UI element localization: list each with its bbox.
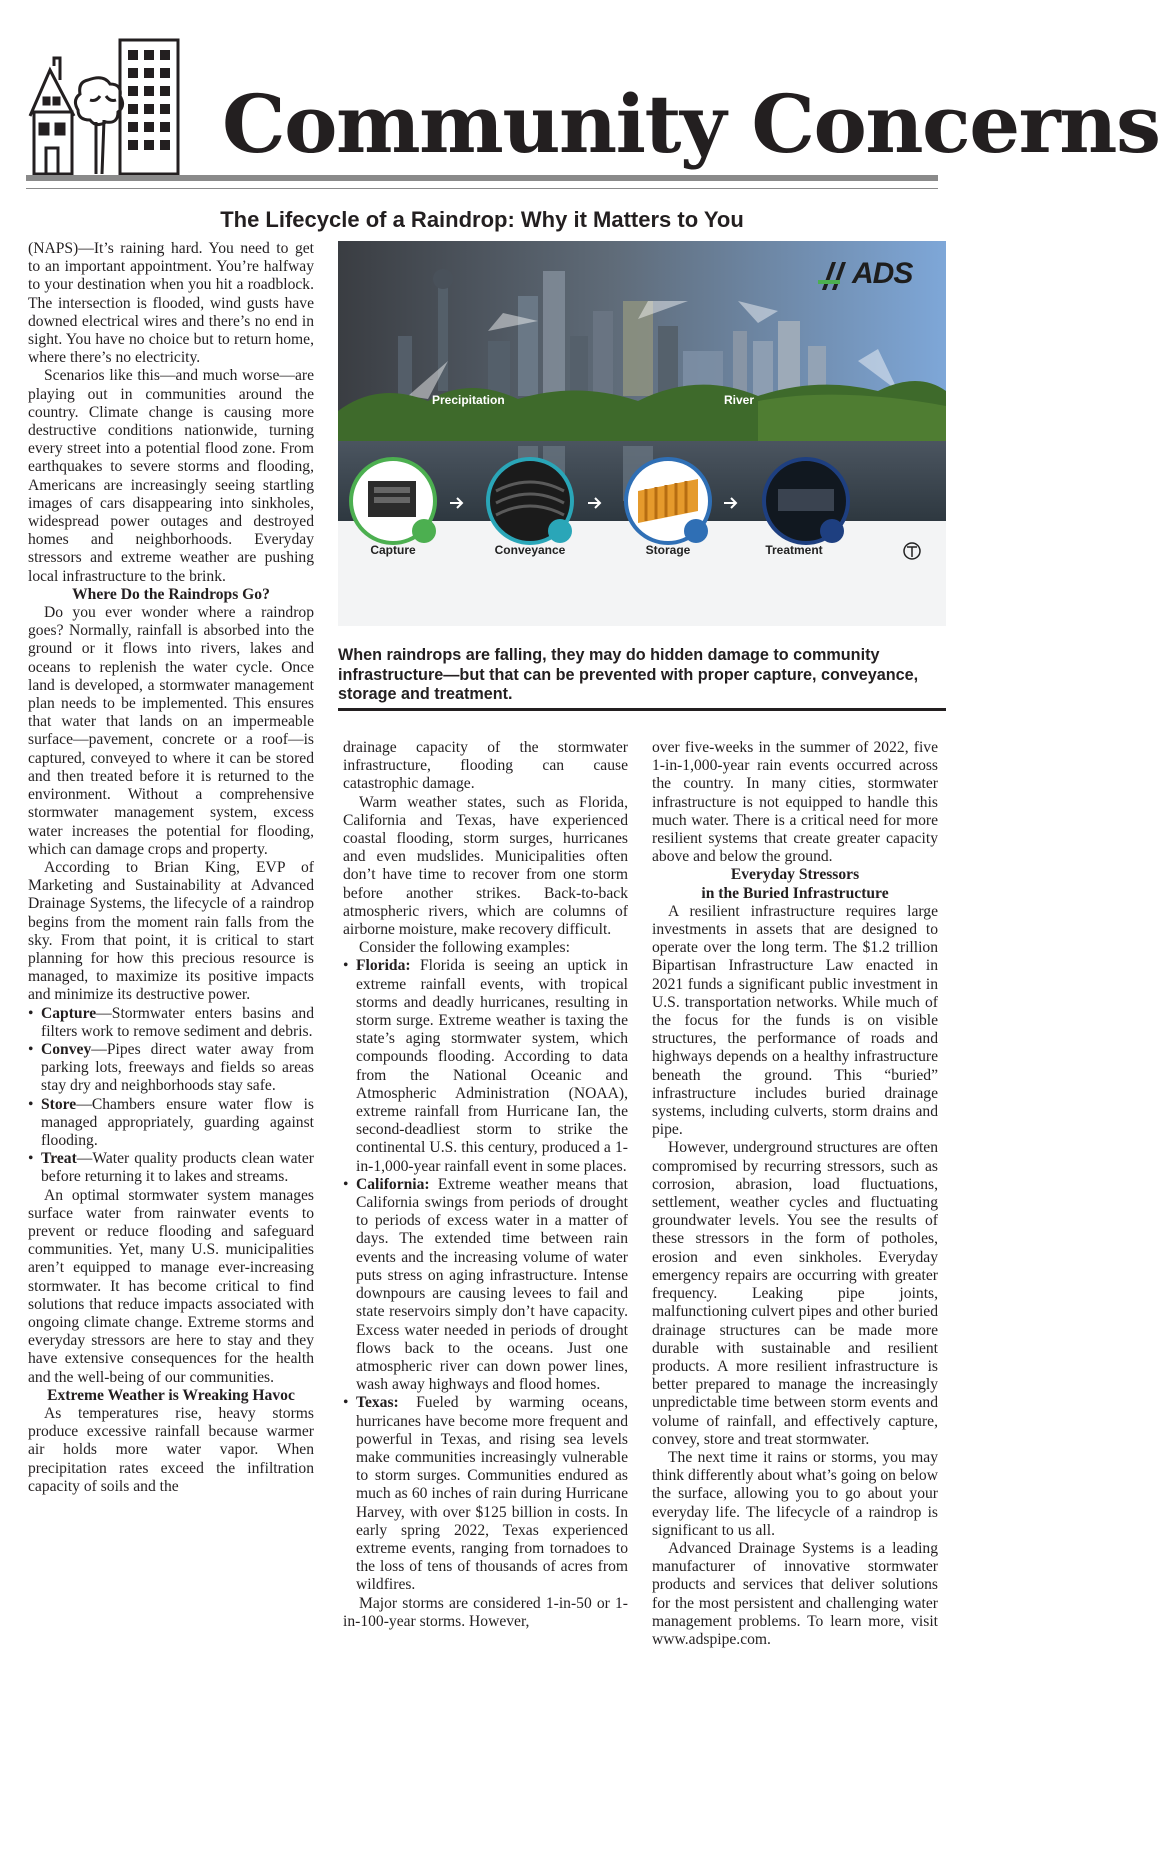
- photo-caption: When raindrops are falling, they may do hidden damage to community infrastructure—but that can be prevented with proper capture, conveyance, storage and treatment.: [338, 646, 919, 703]
- list-item-term: Texas:: [356, 1394, 399, 1412]
- list-item-text: —Chambers ensure water flow is managed appropriately, guarding against flooding.: [41, 1095, 314, 1149]
- paragraph: (NAPS)—It’s raining hard. You need to get to an important appointment. You’re halfway to your destination when you hit a roadblock. The intersection is flooded, wind gusts have downed electrical wires and there’s no end in sight. You have no choice but to return home, where there’s no electricity.: [28, 240, 314, 367]
- paragraph: drainage capacity of the stormwater infrastructure, flooding can cause catastrophic damage.: [343, 739, 628, 793]
- list-item-text: Extreme weather means that California swings from periods of drought to periods of excess water in a matter of days. The extended time between rain events and the increasing volume of water puts stress on aging infrastructure. Intense downpours are causing levees to fail and state reservoirs simply don’t have capacity. Excess water needed in periods of drought flows back to the oceans. Just one atmospheric river can down power lines, wash away highways and flood homes.: [356, 1175, 628, 1394]
- article-column-2: [343, 739, 628, 1631]
- article-column-3: [652, 739, 938, 1649]
- capture-label: Capture: [370, 543, 416, 557]
- list-item: [28, 1150, 314, 1186]
- ads-logo-icon: [818, 260, 852, 292]
- treatment-label: Treatment: [765, 543, 823, 557]
- paragraph: Major storms are considered 1-in-50 or 1-in-100-year storms. However,: [343, 1594, 628, 1630]
- list-item: [28, 1041, 314, 1096]
- river-label: River: [724, 393, 755, 407]
- bullet-list: [343, 957, 628, 1594]
- list-item-text: Fueled by warming oceans, hurricanes have become more frequent and powerful in Texas, and rising sea levels make communities increasingly vulnerable to storm surges. Communities endured as much as 60 inches of rain during Hurricane Harvey, with over $125 billion in costs. In early spring 2022, Texas experienced extreme events, ranging from tornadoes to the loss of tens of thousands of acres from wildfires.: [356, 1394, 628, 1594]
- paragraph: Warm weather states, such as Florida, California and Texas, have experienced coastal flooding, storm surges, hurricanes and even mudslides. Municipalities often don’t have time to recover from one storm before another strikes. Back-to-back atmospheric rivers, which are columns of airborne moisture, make recovery difficult.: [343, 793, 628, 939]
- list-item-term: Florida:: [356, 957, 411, 975]
- paragraph: According to Brian King, EVP of Marketing and Sustainability at Advanced Drainage Systems, the lifecycle of a raindrop begins from the moment rain falls from the sky. From that point, it is critical to start planning for how this precious resource is managed, to maximize its positive impacts and minimize its destructive power.: [28, 858, 314, 1004]
- list-item: [343, 957, 628, 1175]
- subheading: in the Buried Infrastructure: [701, 884, 889, 902]
- list-item-text: Florida is seeing an uptick in extreme rainfall events, with tropical storms and deadly hurricanes, resulting in storm surge. Extreme weather is taxing the state’s aging stormwater system, which compounds flooding. According to data from the National Oceanic and Atmospheric Administration (NOAA), extreme rainfall from Hurricane Ian, the second-deadliest storm to strike the continental U.S. this century, produced a 1-in-1,000-year rainfall event in some places.: [356, 957, 628, 1175]
- storage-stage-icon: [626, 459, 710, 543]
- list-item: [28, 1005, 314, 1041]
- list-item-term: Convey: [41, 1040, 92, 1058]
- masthead-title: Community Concerns: [222, 77, 1160, 171]
- subheading: Everyday Stressors: [730, 866, 860, 884]
- treatment-stage-icon: [764, 459, 848, 543]
- paragraph: As temperatures rise, heavy storms produce excessive rainfall because warmer air holds more water vapor. When precipitation rates exceed the infiltration capacity of soils and the: [28, 1405, 314, 1495]
- precipitation-label: Precipitation: [432, 393, 505, 407]
- city-river-illustration: [338, 241, 946, 626]
- ads-logo: ADS: [852, 257, 913, 290]
- paragraph: An optimal stormwater system manages surface water from rainwater events to prevent or reduce flooding and safeguard communities. Yet, many U.S. municipalities aren’t equipped to manage ever-increasing stormwater. It has become critical to find solutions that reduce impacts associated with ongoing climate change. Extreme storms and everyday stressors are here to stay and they have extensive consequences for the health and the well-being of our communities.: [28, 1186, 314, 1386]
- paragraph: A resilient infrastructure requires large investments in assets that are designed to operate over the long term. The $1.2 trillion Bipartisan Infrastructure Law enacted in 2021 funds a significant public investment in U.S. transportation networks. While much of the focus for the funds is on visible structures, the performance of roads and highways depends on a healthy infrastructure beneath the ground. This “buried” infrastructure includes buried drainage systems, including culverts, storm drains and pipe.: [652, 902, 938, 1139]
- list-item-term: California:: [356, 1175, 430, 1193]
- bullet-list: [28, 1005, 314, 1187]
- subheading: Extreme Weather is Wreaking Havoc: [47, 1386, 295, 1404]
- masthead-rule-thin: [26, 188, 938, 189]
- list-item-term: Store: [41, 1095, 77, 1113]
- masthead-rule: [26, 175, 938, 181]
- list-item-text: —Pipes direct water away from parking lots, freeways and fields so areas stay dry and neighborhoods stay safe.: [41, 1040, 314, 1095]
- paragraph: Advanced Drainage Systems is a leading manufacturer of innovative stormwater products and services that deliver solutions for the most persistent and challenging water management problems. To learn more, visit www.adspipe.com.: [652, 1539, 938, 1648]
- tree-icon: [75, 78, 122, 174]
- list-item: [343, 1394, 628, 1594]
- paragraph: Consider the following examples:: [359, 939, 570, 957]
- conveyance-stage-icon: [488, 459, 572, 543]
- caption-rule: [338, 708, 946, 711]
- building-icon: [120, 40, 178, 174]
- conveyance-label: Conveyance: [494, 543, 566, 557]
- house-icon: [30, 58, 74, 174]
- paragraph: Scenarios like this—and much worse—are playing out in communities around the country. Climate change is causing more destructive conditions nationwide, turning every street into a potential flood zone. From earthquakes to severe storms and flooding, Americans are increasingly seeing startling images of cars disappearing into sinkholes, widespread power outages and destroyed homes and neighborhoods. Everyday stressors and extreme weather are pushing local infrastructure to the brink.: [28, 367, 314, 585]
- capture-stage-icon: [351, 459, 436, 543]
- paragraph: over five-weeks in the summer of 2022, five 1-in-1,000-year rain events occurred across the country. In many cities, stormwater infrastructure is not equipped to handle this much water. There is a critical need for more resilient systems that create greater capacity above and below the ground.: [652, 739, 938, 866]
- list-item-text: —Water quality products clean water before returning it to lakes and streams.: [41, 1150, 314, 1186]
- paragraph: The next time it rains or storms, you may think differently about what’s going on below the surface, allowing you to go about your everyday life. The lifecycle of a raindrop is significant to us all.: [652, 1448, 938, 1539]
- list-item-text: —Stormwater enters basins and filters work to remove sediment and debris.: [41, 1004, 314, 1040]
- article-column-1: [28, 240, 314, 1496]
- article-headline: The Lifecycle of a Raindrop: Why it Matters to You: [220, 207, 744, 232]
- subheading: Where Do the Raindrops Go?: [72, 585, 270, 603]
- masthead-illustration: [26, 36, 226, 186]
- list-item: [28, 1096, 314, 1151]
- paragraph: Do you ever wonder where a raindrop goes? Normally, rainfall is absorbed into the ground or it flows into rivers, lakes and oceans to replenish the water cycle. Once land is developed, a stormwater management plan needs to be implemented. This ensures that water that lands on an impermeable surface—pavement, concrete or a roof—is captured, conveyed to where it can be stored and then treated before it is returned to the environment. Without a comprehensive stormwater management system, excess water increases the potential for flooding, which can damage crops and property.: [28, 604, 314, 858]
- storage-label: Storage: [645, 543, 691, 557]
- paragraph: However, underground structures are often compromised by recurring stressors, such as corrosion, abrasion, load fluctuations, settlement, weather cycles and fluctuating groundwater levels. You see the results of these stressors in the form of potholes, erosion and even sinkholes. Everyday emergency repairs are occurring with greater frequency. Leaking pipe joints, malfunctioning culvert pipes and other buried drainage structures can be made more durable with sustainable and resilient products. A more resilient infrastructure is better prepared to manage the increasingly unpredictable time between storm events and volume of rainfall, and effectively capture, convey, store and treat stormwater.: [652, 1139, 938, 1448]
- list-item-term: Capture: [41, 1004, 97, 1022]
- list-item-term: Treat: [41, 1150, 77, 1168]
- list-item: [343, 1176, 628, 1394]
- article-photo: [338, 241, 946, 626]
